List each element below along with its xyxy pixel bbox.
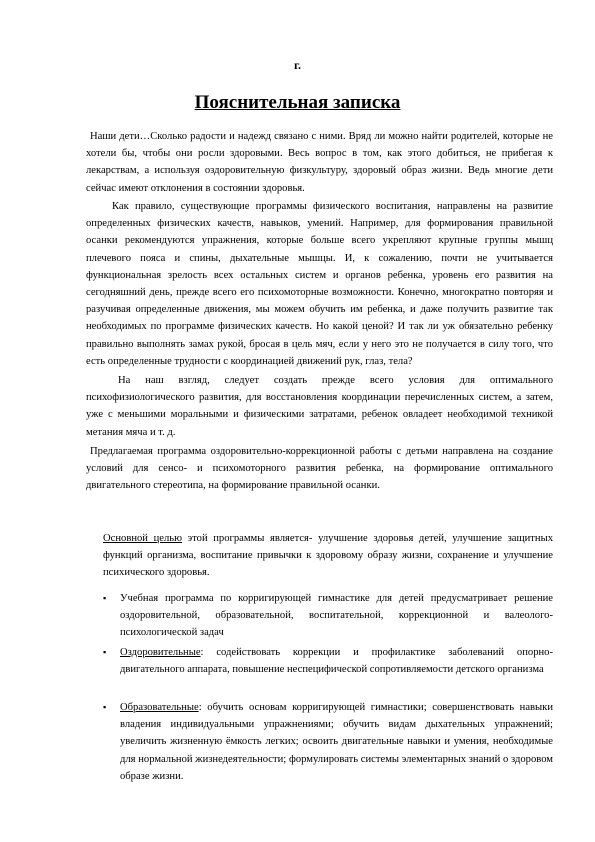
list-item-body: : содействовать коррекции и профилактике заболеваний опорно-двигательного аппарата, повышение неспецифической сопротивляемости детского организма xyxy=(120,647,553,676)
paragraph-programs: Как правило, существующие программы физического воспитания, направлены на развитие определенных физических качеств, навыков, умений. Например, для формирования правильной осанки рекомендуются упражнения, которые больше всего укрепляют крупные группы мышц плечевого пояса и спины, дыхательные мышцы. И, к сожалению, почти не учитывается функциональная зрелость всех остальных систем и органов ребенка, уровень его развития на сегодняшний день, прежде всего его психомоторные возможности. Конечно, многократно повторяя и разучивая определенные движения, мы можем обучить им ребенка, и даже получить развитие так необходимых по программе физических качеств. Но какой ценой? И так ли уж обязательно ребенку правильно выполнять замах рукой, бросая в цель мяч, если у него это не получается в силу того, что есть определенные трудности с координацией движений рук, глаз, тела? xyxy=(86,201,553,367)
list-item-label: Оздоровительные xyxy=(120,647,201,658)
list-item-text xyxy=(120,644,553,678)
list-item-body: : обучить основам корригирующей гимнастики; совершенствовать навыки владения индивидуальными упражнениями; обучить видам дыхательных упражнений; увеличить жизненную ёмкость легких; освоить двигательные навыки и умения, необходимые для нормальной жизнедеятельности; формулировать системы элементарных знаний о здоровом образе жизни. xyxy=(120,702,553,782)
list-item-label: Образовательные xyxy=(120,702,199,713)
goal-paragraph xyxy=(103,530,553,582)
list-item xyxy=(103,699,553,785)
paragraph-intro: Наши дети…Сколько радости и надежд связано с ними. Вряд ли можно найти родителей, которые не хотели бы, чтобы они росли здоровыми. Весь вопрос в том, как этого добиться, не прибегая к лекарствам, а используя оздоровительную физкультуру, здоровый образ жизни. Ведь многие дети сейчас имеют отклонения в состоянии здоровья. xyxy=(86,131,553,194)
list-item-text xyxy=(120,590,553,642)
list-item xyxy=(103,590,553,642)
goal-label: Основной целью xyxy=(103,533,182,544)
bullet-icon: ▪ xyxy=(103,647,107,657)
paragraph-conditions: На наш взгляд, следует создать прежде всего условия для оптимального психофизиологического развития, для восстановления координации перечисленных систем, а затем, уже с меньшими моральными и физическими затратами, ребенок овладеет необходимой техникой метания мяча и т. д. xyxy=(86,375,553,438)
goal-text: этой программы является- улучшение здоровья детей, улучшение защитных функций организма, воспитание привычки к здоровому образу жизни, сохранение и улучшение психического здоровья. xyxy=(103,533,553,579)
list-item xyxy=(103,644,553,678)
list-item-body: Учебная программа по корригирующей гимнастике для детей предусматривает решение оздоровительной, образовательной, воспитательной, коррекционной и валеолого-психологической задач xyxy=(120,593,553,639)
bullet-icon: ▪ xyxy=(103,593,107,603)
list-item-text xyxy=(120,699,553,785)
bullet-icon: ▪ xyxy=(103,702,107,712)
paragraph-proposal: Предлагаемая программа оздоровительно-коррекционной работы с детьми направлена на создание условий для сенсо- и психомоторного развития ребенка, на формирование оптимального двигательного стереотипа, на формирование правильной осанки. xyxy=(86,446,553,492)
year-mark: г. xyxy=(293,58,302,72)
document-title: Пояснительная записка xyxy=(194,92,401,113)
